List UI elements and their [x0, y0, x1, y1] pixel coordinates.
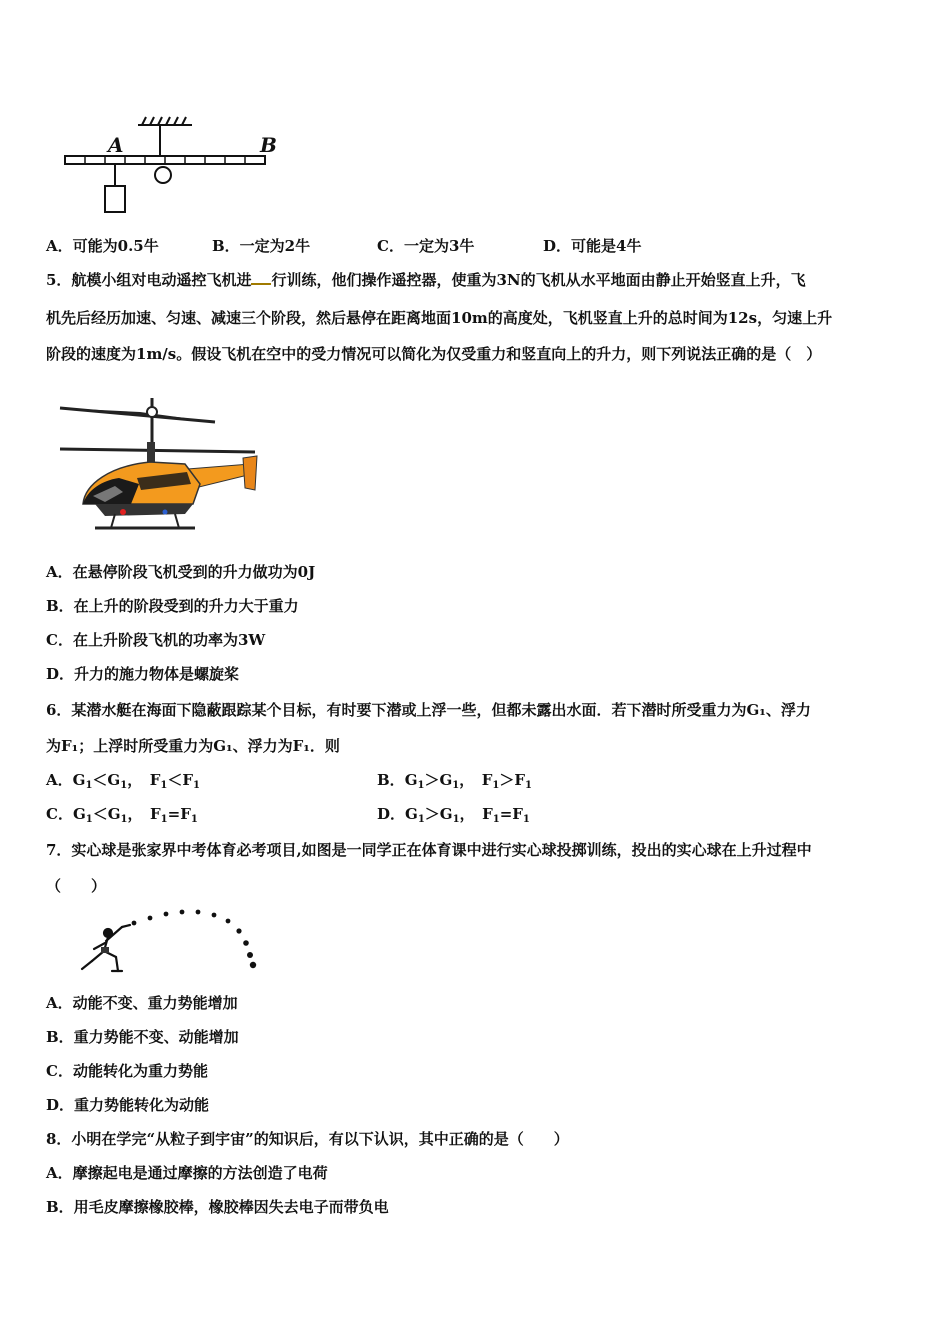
q7-stem-line-1: 7．实心球是张家界中考体育必考项目,如图是一同学正在体育课中进行实心球投掷训练，投出的实心球在上升过程中 — [46, 841, 812, 859]
q7-option-a[interactable]: A．动能不变、重力势能增加 — [46, 994, 238, 1012]
q4-option-b[interactable]: B．一定为2牛 — [212, 237, 311, 255]
q5-option-c[interactable]: C．在上升阶段飞机的功率为3W — [46, 631, 266, 649]
q6-stem-line-2: 为F₁；上浮时所受重力为G₁、浮力为F₁．则 — [46, 737, 340, 755]
q8-option-b[interactable]: B．用毛皮摩擦橡胶棒，橡胶棒因失去电子而带负电 — [46, 1198, 389, 1216]
q7-option-d[interactable]: D．重力势能转化为动能 — [46, 1096, 210, 1114]
q5-stem-line-2: 机先后经历加速、匀速、减速三个阶段，然后悬停在距离地面10m的高度处，飞机竖直上升的总时间为12s，匀速上升 — [46, 309, 833, 327]
q7-option-b[interactable]: B．重力势能不变、动能增加 — [46, 1028, 239, 1046]
q5-option-d[interactable]: D．升力的施力物体是螺旋桨 — [46, 665, 240, 683]
q8-option-a[interactable]: A．摩擦起电是通过摩擦的方法创造了电荷 — [46, 1164, 328, 1182]
q6-option-c[interactable]: C．$G_1<G_1$， $F_1=F_1$ — [46, 805, 198, 825]
q6-option-d[interactable]: D．$G_1>G_1$， $F_1=F_1$ — [377, 805, 530, 825]
q7-option-c[interactable]: C．动能转化为重力势能 — [46, 1062, 208, 1080]
shot-put-figure — [72, 905, 267, 980]
q6-option-b[interactable]: B．$G_1>G_1$， $F_1>F_1$ — [377, 771, 532, 791]
label-b: B — [260, 133, 277, 157]
q5-option-a[interactable]: A．在悬停阶段飞机受到的升力做功为0J — [46, 563, 316, 581]
q6-option-a[interactable]: A．$G_1<G_1$， $F_1<F_1$ — [46, 771, 200, 791]
label-a: A — [108, 133, 124, 157]
q5-option-b[interactable]: B．在上升的阶段受到的升力大于重力 — [46, 597, 299, 615]
q4-option-c[interactable]: C．一定为3牛 — [377, 237, 475, 255]
q5-stem-line-1: 5．航模小组对电动遥控飞机进 行训练，他们操作遥控器，使重为3N的飞机从水平地面由静止开始竖直上升，飞 — [46, 271, 806, 289]
blank-underline — [251, 271, 271, 285]
q5-stem-line-3: 阶段的速度为1m/s。假设飞机在空中的受力情况可以简化为仅受重力和竖直向上的升力，则下列说法正确的是（ ） — [46, 345, 822, 363]
q7-stem-line-2: （ ） — [46, 877, 107, 895]
helicopter-figure — [55, 392, 265, 537]
q4-option-d[interactable]: D．可能是4牛 — [543, 237, 642, 255]
lever-figure — [60, 110, 290, 220]
q4-option-a[interactable]: A．可能为0.5牛 — [46, 237, 159, 255]
q8-stem: 8．小明在学完“从粒子到宇宙”的知识后，有以下认识，其中正确的是（ ） — [46, 1130, 569, 1148]
q6-stem-line-1: 6．某潜水艇在海面下隐蔽跟踪某个目标，有时要下潜或上浮一些，但都未露出水面．若下潜时所受重力为G₁、浮力 — [46, 701, 811, 719]
